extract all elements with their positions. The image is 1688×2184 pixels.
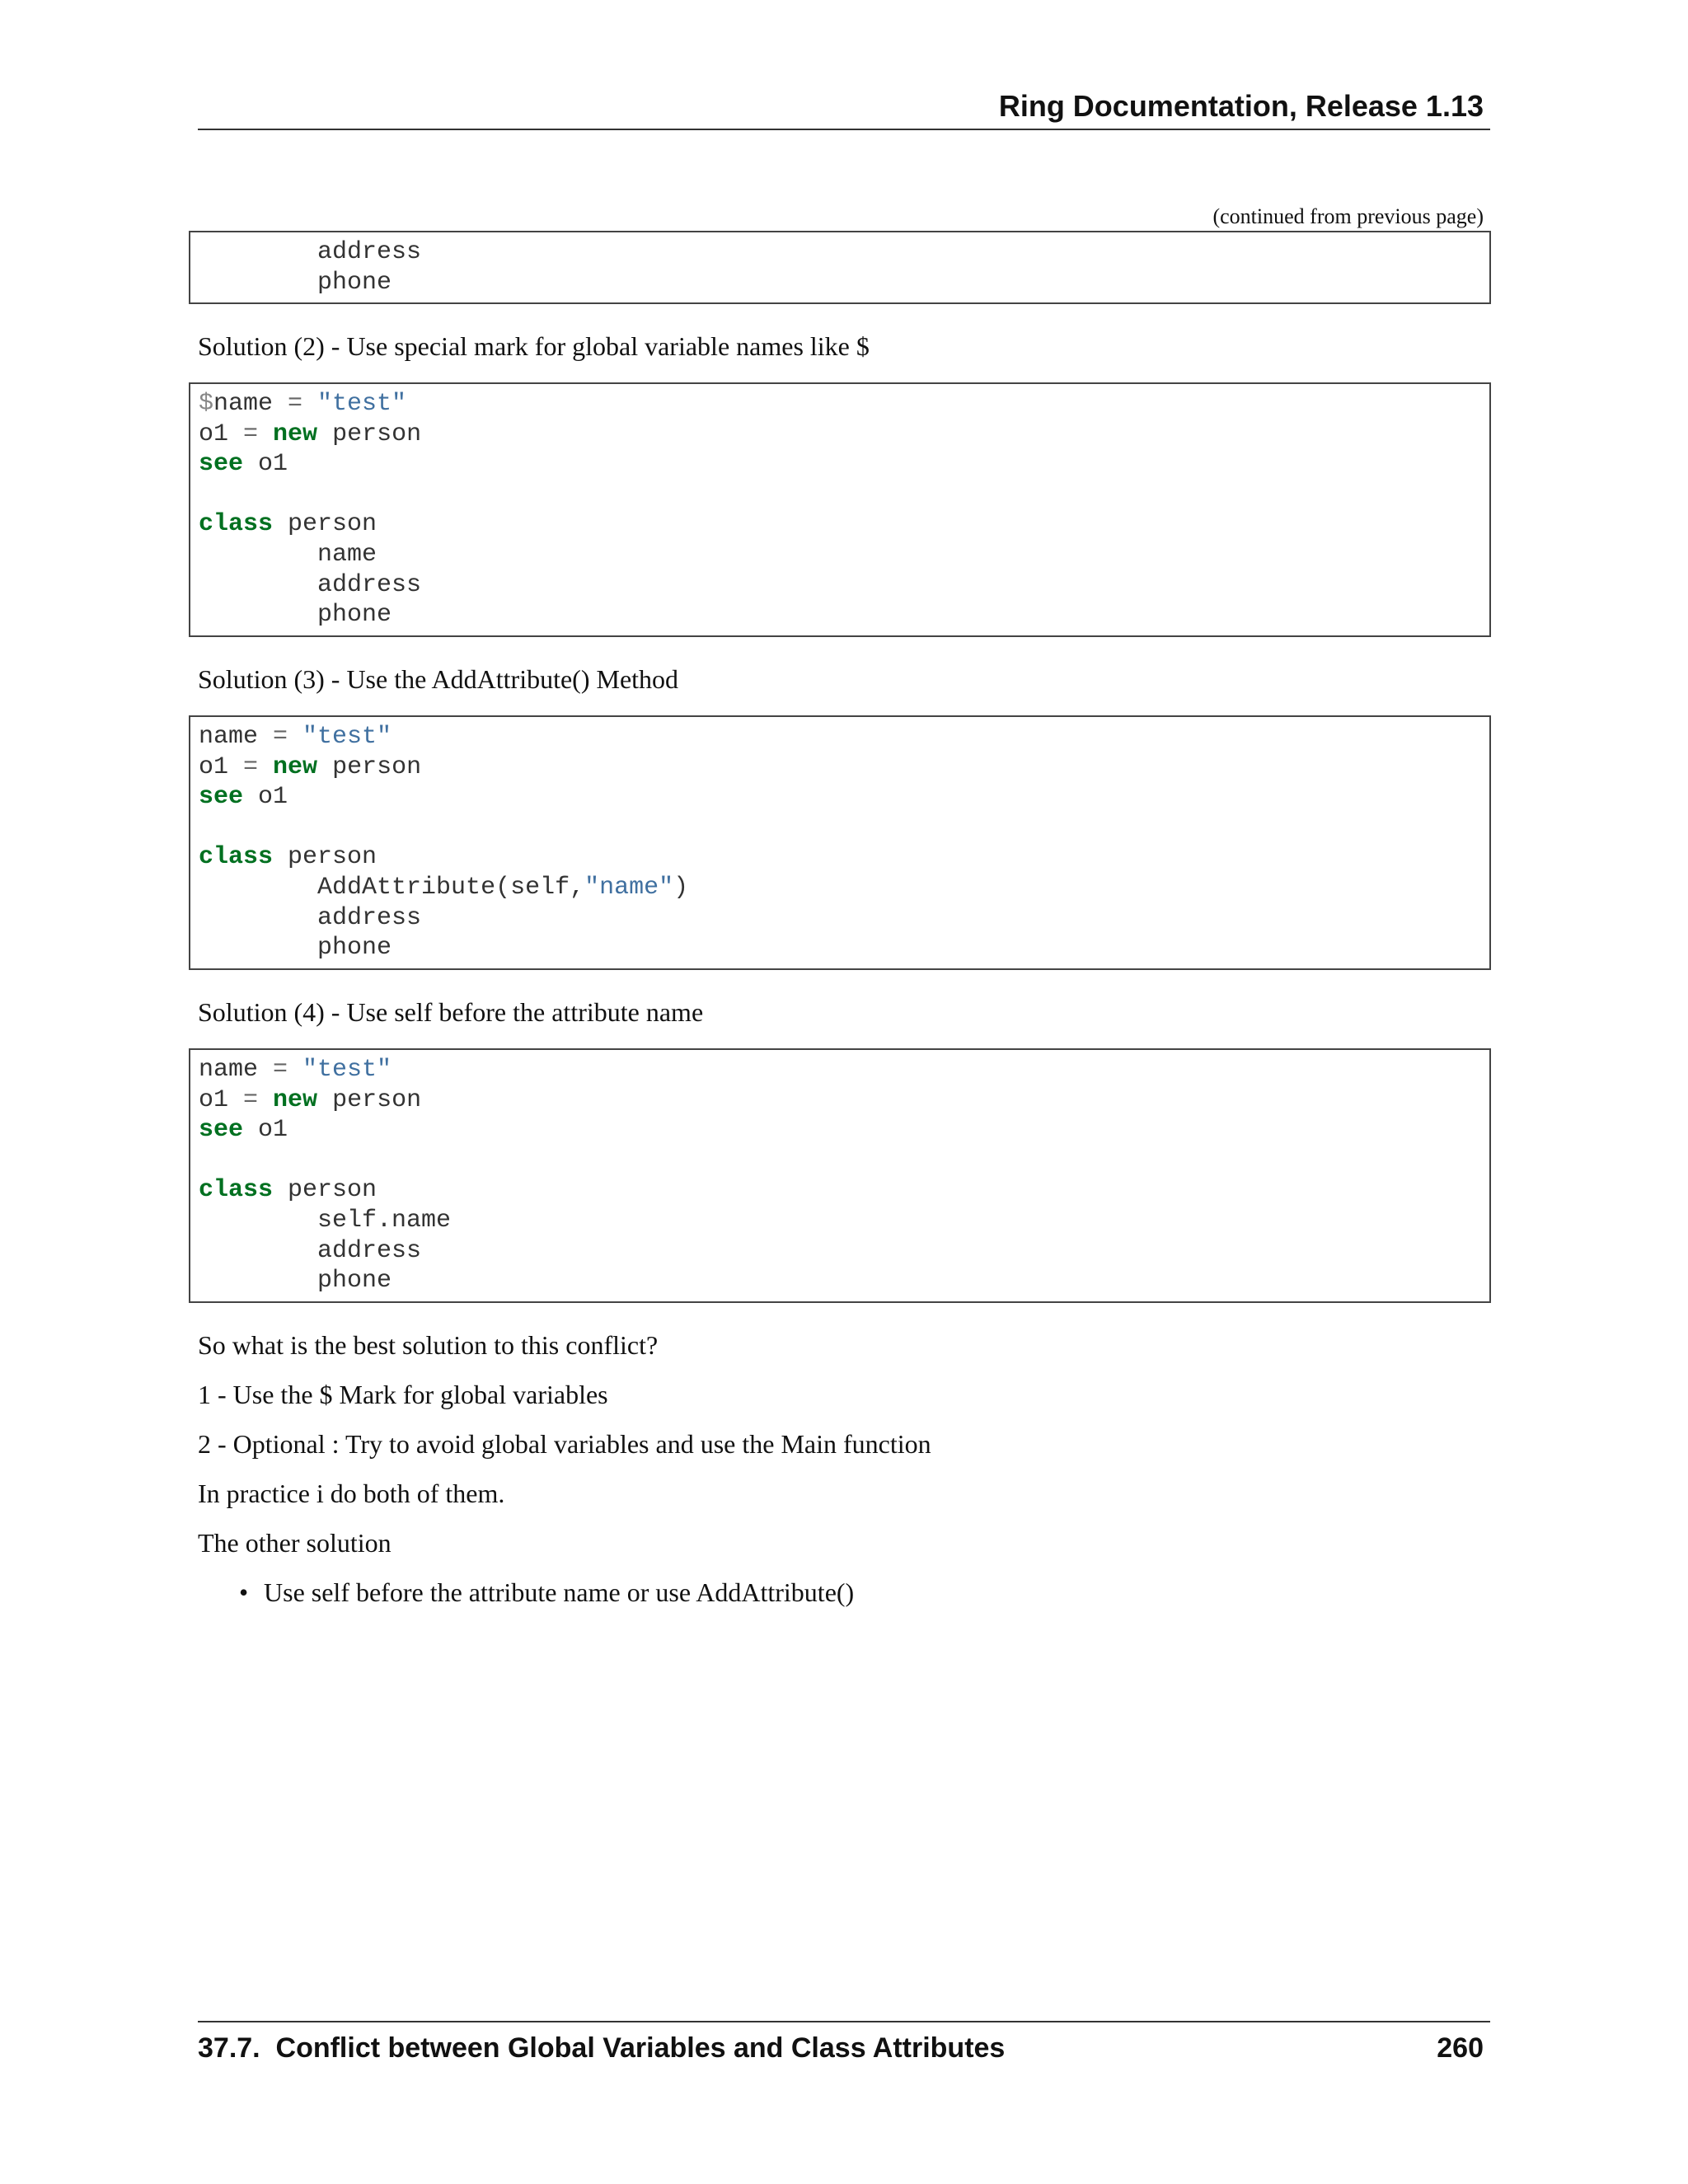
code-line [199,782,1481,813]
point-1: 1 - Use the $ Mark for global variables [198,1380,608,1409]
code-token-text: person [273,1176,377,1205]
code-line [199,752,1481,783]
code-token-keyword: new [273,419,318,448]
code-line [199,449,1481,480]
solution-3-heading: Solution (3) - Use the AddAttribute() Method [198,664,679,694]
code-token-op: = [258,1056,303,1084]
code-token-string: "test" [317,390,407,418]
code-text: phone [317,1267,392,1296]
code-line [199,1115,1481,1146]
running-header: Ring Documentation, Release 1.13 [998,89,1484,123]
code-line [199,268,1481,298]
code-token-keyword: class [199,510,274,539]
code-text: address [317,903,422,932]
code-token-op: = [243,1085,259,1114]
code-text: address [317,570,422,599]
continued-note: (continued from previous page) [1212,204,1484,228]
other-solution-intro: The other solution [198,1528,392,1558]
code-line-blank [199,480,1481,510]
code-token-dollar: $ [199,390,214,418]
code-line [199,1055,1481,1085]
bullet-icon: • [239,1577,249,1607]
code-token-space [258,753,273,781]
code-line [199,1206,1481,1236]
code-text: name [317,540,377,569]
code-line [199,903,1481,934]
code-block-solution-2 [189,382,1491,637]
code-token-op: = [258,723,303,751]
code-text: self.name [317,1206,452,1235]
code-token-keyword: class [199,1176,274,1205]
code-token-space [258,1086,273,1114]
footer-rule [198,2021,1490,2022]
code-token-string: "name" [584,873,674,902]
code-token-var: name [199,723,259,751]
code-line-blank [199,1146,1481,1176]
header-rule [198,129,1490,130]
code-token-keyword: class [199,843,274,872]
code-token-text: o1 [243,1116,288,1145]
point-2: 2 - Optional : Try to avoid global variables and use the Main function [198,1429,931,1459]
code-token-var: name [213,390,274,418]
code-block-continued [189,231,1491,304]
code-token-text: person [317,1085,422,1114]
list-item [239,1577,854,1608]
code-token-var: o1 [199,419,244,448]
code-token-text: person [273,843,377,872]
code-line [199,509,1481,540]
code-token-op: = [243,752,259,781]
code-block-solution-4 [189,1048,1491,1303]
code-block-solution-3 [189,715,1491,970]
code-token-text: person [317,752,422,781]
code-text: phone [317,934,392,963]
code-line [199,237,1481,268]
code-line [199,570,1481,601]
code-text: address [317,238,422,266]
code-line [199,540,1481,570]
code-line [199,842,1481,873]
code-token-text: o1 [243,450,288,479]
code-text: phone [317,268,392,297]
code-line [199,1085,1481,1116]
code-line-blank [199,813,1481,843]
code-token-op: = [243,419,259,448]
code-line [199,389,1481,419]
code-line [199,1266,1481,1296]
code-line [199,1236,1481,1267]
code-line [199,419,1481,450]
code-token-text: person [273,510,377,539]
code-line [199,600,1481,630]
code-token-var: name [199,1056,259,1084]
code-token-string: "test" [302,723,392,751]
code-token-text: o1 [243,783,288,812]
code-token-text: AddAttribute(self, [317,873,585,902]
code-token-keyword: see [199,450,244,479]
solution-4-heading: Solution (4) - Use self before the attribute name [198,997,704,1027]
practice-note: In practice i do both of them. [198,1479,505,1508]
solution-2-heading: Solution (2) - Use special mark for global variable names like $ [198,331,870,361]
code-token-keyword: see [199,783,244,812]
best-solution-question: So what is the best solution to this conflict? [198,1330,659,1360]
code-text: address [317,1236,422,1265]
list-item-text: Use self before the attribute name or use AddAttribute() [264,1577,855,1607]
code-token-text: ) [673,873,689,902]
code-token-var: o1 [199,752,244,781]
footer-section-title: 37.7. Conflict between Global Variables and Class Attributes [198,2032,1006,2064]
code-line [199,873,1481,903]
code-token-string: "test" [302,1056,392,1084]
code-token-var: o1 [199,1085,244,1114]
code-token-keyword: see [199,1116,244,1145]
code-token-keyword: new [273,1085,318,1114]
code-token-text: person [317,419,422,448]
code-token-space [258,420,273,448]
code-token-op: = [273,390,318,418]
page-number: 260 [1437,2032,1484,2064]
code-line [199,722,1481,752]
code-text: phone [317,601,392,630]
code-line [199,1175,1481,1206]
code-line [199,933,1481,963]
code-token-keyword: new [273,752,318,781]
